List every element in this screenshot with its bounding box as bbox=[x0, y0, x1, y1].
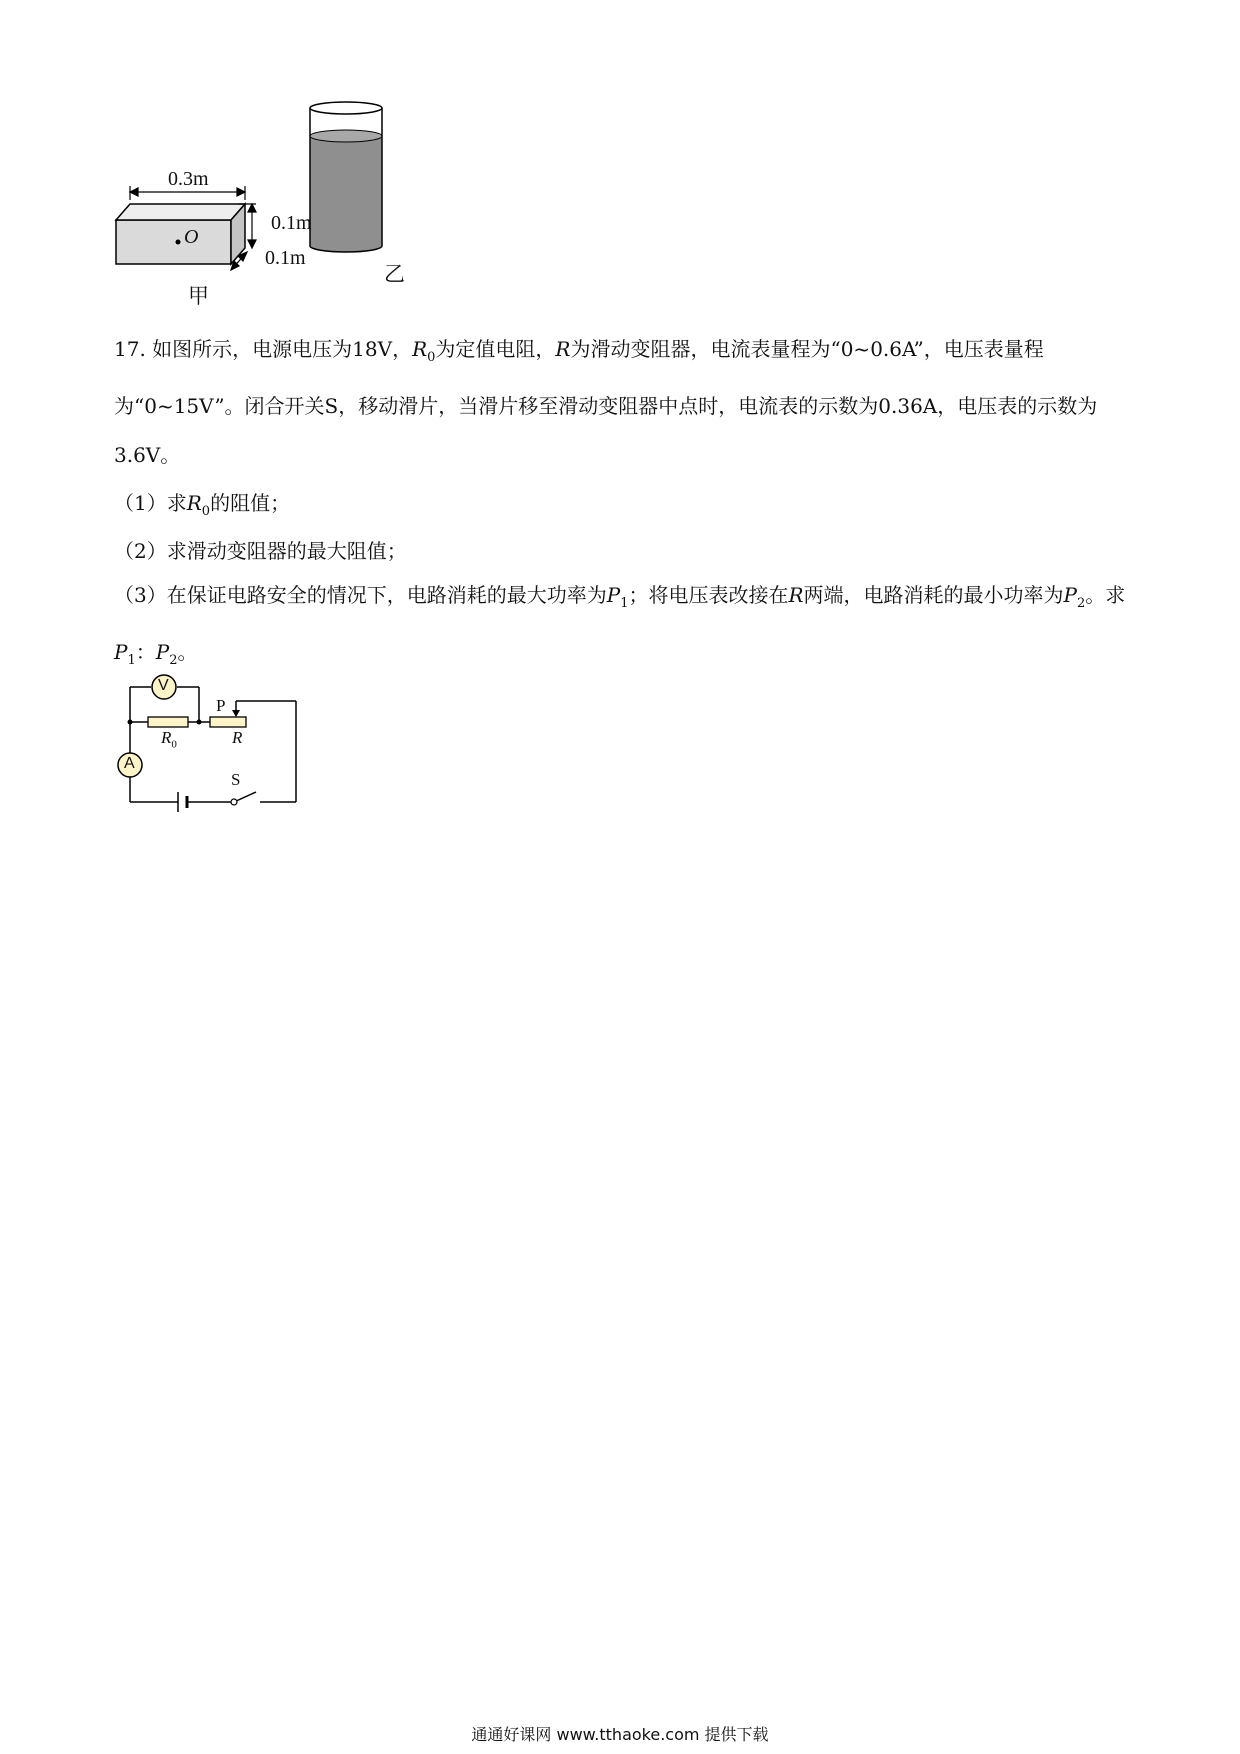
r-label: R bbox=[232, 728, 243, 747]
point-o-label: O bbox=[184, 226, 199, 248]
circuit-diagram bbox=[110, 670, 310, 820]
dim-height-label: 0.1m bbox=[271, 212, 312, 234]
battery-icon bbox=[178, 792, 187, 812]
question-17-stem: 17. 如图所示，电源电压为18V，$R_0$为定值电阻，R为滑动变阻器，电流表量程为“0~0.6A”，电压表量程为“0~15V”。闭合开关S，移动滑片，当滑片移至滑动变阻器中点时，电流表的示数为0.36A，电压表的示数为3.6V。 bbox=[114, 337, 1098, 467]
cylinder-label: 乙 bbox=[384, 262, 405, 286]
r0-label: $R_0$ bbox=[161, 728, 177, 751]
dim-length-label: 0.3m bbox=[168, 168, 209, 190]
switch-icon bbox=[231, 799, 237, 805]
switch-label: S bbox=[231, 770, 241, 789]
block-jia bbox=[116, 204, 245, 264]
dim-width-label: 0.1m bbox=[265, 247, 306, 269]
block-label: 甲 bbox=[188, 284, 209, 308]
sub-question-2: （2）求滑动变阻器的最大阻值； bbox=[114, 539, 407, 563]
question-number: 17. bbox=[114, 337, 146, 361]
sub-question-3: （3）在保证电路安全的情况下，电路消耗的最大功率为$P_1$；将电压表改接在R两端，电路消耗的最小功率为$P_2$。求$P_1$：$P_2$。 bbox=[114, 583, 1126, 668]
slider-label: P bbox=[216, 696, 226, 715]
rheostat-r bbox=[210, 717, 246, 727]
resistor-r0 bbox=[148, 717, 188, 727]
sub-question-1: （1）求$R_0$的阻值； bbox=[114, 491, 291, 519]
page-footer: 通通好课网 www.tthaoke.com 提供下载 bbox=[471, 1725, 769, 1744]
voltmeter-label: V bbox=[158, 677, 169, 694]
cylinder-yi bbox=[310, 102, 382, 252]
ammeter-label: A bbox=[124, 755, 135, 772]
